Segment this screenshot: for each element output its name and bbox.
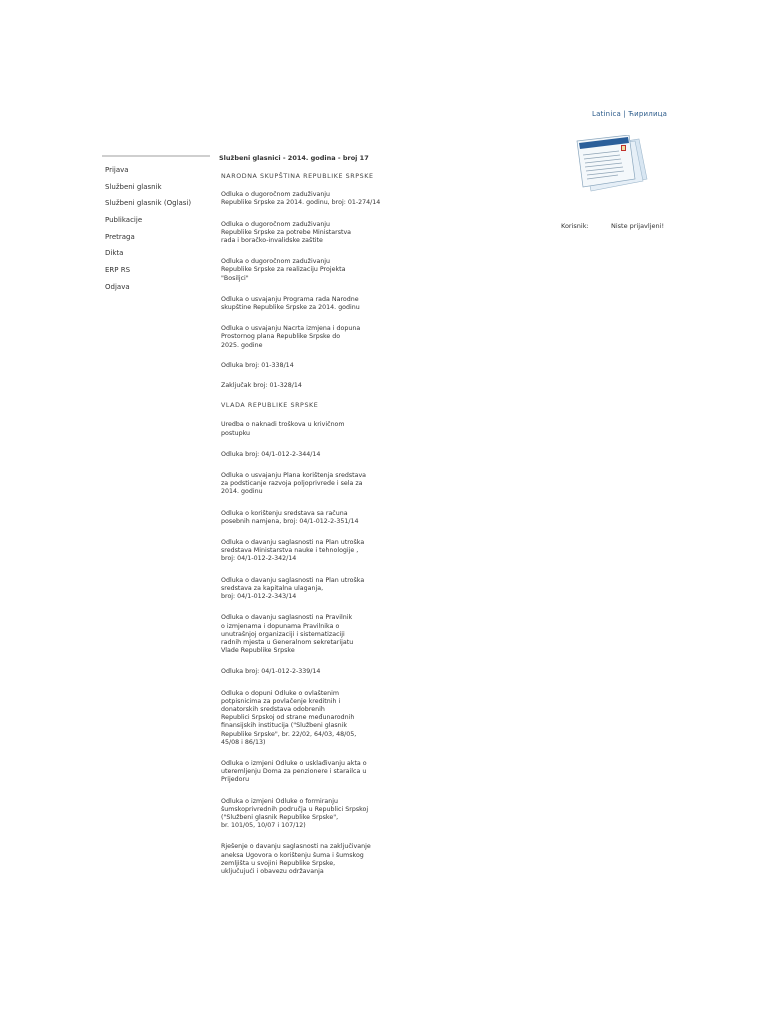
list-item[interactable]: Odluka o usvajanju Plana korištenja sredstava za podsticanje razvoja poljoprivrede i sela za 2014. godinu	[221, 472, 367, 496]
list-item[interactable]: Odluka o dopuni Odluke o ovlaštenim potpisnicima za povlačenje kreditnih i donatorskih sredstava odobrenih Republici Srpskoj od strane međunarodnih finansijskih institucija ("Službeni glasnik Republike Srpske", br. 22/02, 64/03, 48/05, 45/08 i 86/13)	[221, 689, 357, 746]
list-item[interactable]: Odluka o usvajanju Programa rada Narodne skupštine Republike Srpske za 2014. godinu	[221, 295, 360, 312]
list-item[interactable]: Odluka o izmjeni Odluke o formiranju šumskoprivrednih područja u Republici Srpskoj ("Službeni glasnik Republike Srpske", br. 101/05, 10/07 i 107/12)	[221, 797, 369, 830]
user-label: Korisnik:	[561, 222, 589, 230]
latin-link[interactable]: Latinica	[592, 110, 621, 118]
gazette-cover-icon	[573, 135, 649, 193]
list-item[interactable]: Odluka o izmjeni Odluke o usklađivanju akta o uteremljenju Doma za penzionere i starailca u Prijedoru	[221, 759, 367, 784]
sidebar-item-odjava[interactable]: Odjava	[105, 282, 130, 291]
page-title: Službeni glasnici - 2014. godina - broj 17	[219, 154, 369, 162]
list-item[interactable]: Odluka broj: 04/1-012-2-339/14	[221, 668, 321, 676]
list-item[interactable]: Odluka o dugoročnom zaduživanju Republike Srpske za realizaciju Projekta "Bosiljci"	[221, 258, 346, 282]
content-list	[221, 173, 391, 889]
sidebar-item-sluzbeni-glasnik[interactable]: Službeni glasnik	[105, 182, 162, 191]
sidebar-item-erp-rs[interactable]: ERP RS	[105, 266, 131, 275]
list-item[interactable]: Odluka o dugoročnom zaduživanju Republike Srpske za potrebe Ministarstva rada i boračko-invalidske zaštite	[221, 220, 352, 245]
list-item[interactable]: Zaključak broj: 01-328/14	[221, 382, 302, 390]
list-item[interactable]: Odluka broj: 04/1-012-2-344/14	[221, 450, 321, 458]
sidebar-item-pretraga[interactable]: Pretraga	[105, 232, 135, 241]
cyrillic-link[interactable]: Ћирилица	[628, 110, 668, 118]
section-heading: VLADA REPUBLIKE SRPSKE	[221, 402, 319, 410]
list-item[interactable]: Odluka o dugoročnom zaduživanju Republike Srpske za 2014. godinu, broj: 01-274/14	[221, 191, 381, 207]
list-item[interactable]: Odluka o davanju saglasnosti na Pravilnik o izmjenama i dopunama Pravilnika o unutrašnjoj organizaciji i sistematizaciji radnih mjesta u Generalnom sekretarijatu Vlade Republike Srpske	[221, 614, 354, 655]
user-status: Niste prijavljeni!	[611, 222, 665, 230]
list-item[interactable]: Odluka o davanju saglasnosti na Plan utroška sredstava za kapitalna ulaganja, broj: 04/1-012-2-343/14	[221, 576, 365, 601]
sidebar-item-prijava[interactable]: Prijava	[105, 166, 129, 174]
list-item[interactable]: Odluka o davanju saglasnosti na Plan utroška sredstava Ministarstva nauke i tehnologije , broj: 04/1-012-2-342/14	[221, 539, 365, 563]
sidebar-item-sluzbeni-glasnik-oglasi[interactable]: Službeni glasnik (Oglasi)	[105, 199, 192, 208]
list-item[interactable]: Odluka o korištenju sredstava sa računa posebnih namjena, broj: 04/1-012-2-351/14	[221, 509, 359, 525]
language-switch	[592, 110, 667, 118]
list-item[interactable]: Uredba o naknadi troškova u krivičnom postupku	[221, 421, 345, 437]
section-heading: NARODNA SKUPŠTINA REPUBLIKE SRPSKE	[221, 173, 374, 180]
gazette-cover-image[interactable]	[573, 135, 649, 193]
sidebar-item-publikacije[interactable]: Publikacije	[105, 216, 143, 225]
sidebar-item-dikta[interactable]: Dikta	[105, 249, 124, 258]
lang-separator: |	[621, 110, 629, 118]
list-item[interactable]: Rješenje o davanju saglasnosti na zaključivanje aneksa Ugovora o korištenju šuma i šumskog zemljišta u svojini Republike Srpske, uključujući i obavezu održavanja	[221, 843, 371, 875]
list-item[interactable]: Odluka broj: 01-338/14	[221, 361, 294, 369]
sidebar-divider	[102, 155, 210, 157]
sidebar-menu	[105, 166, 215, 300]
list-item[interactable]: Odluka o usvajanju Nacrta izmjena i dopuna Prostornog plana Republike Srpske do 2025. godine	[221, 325, 361, 349]
